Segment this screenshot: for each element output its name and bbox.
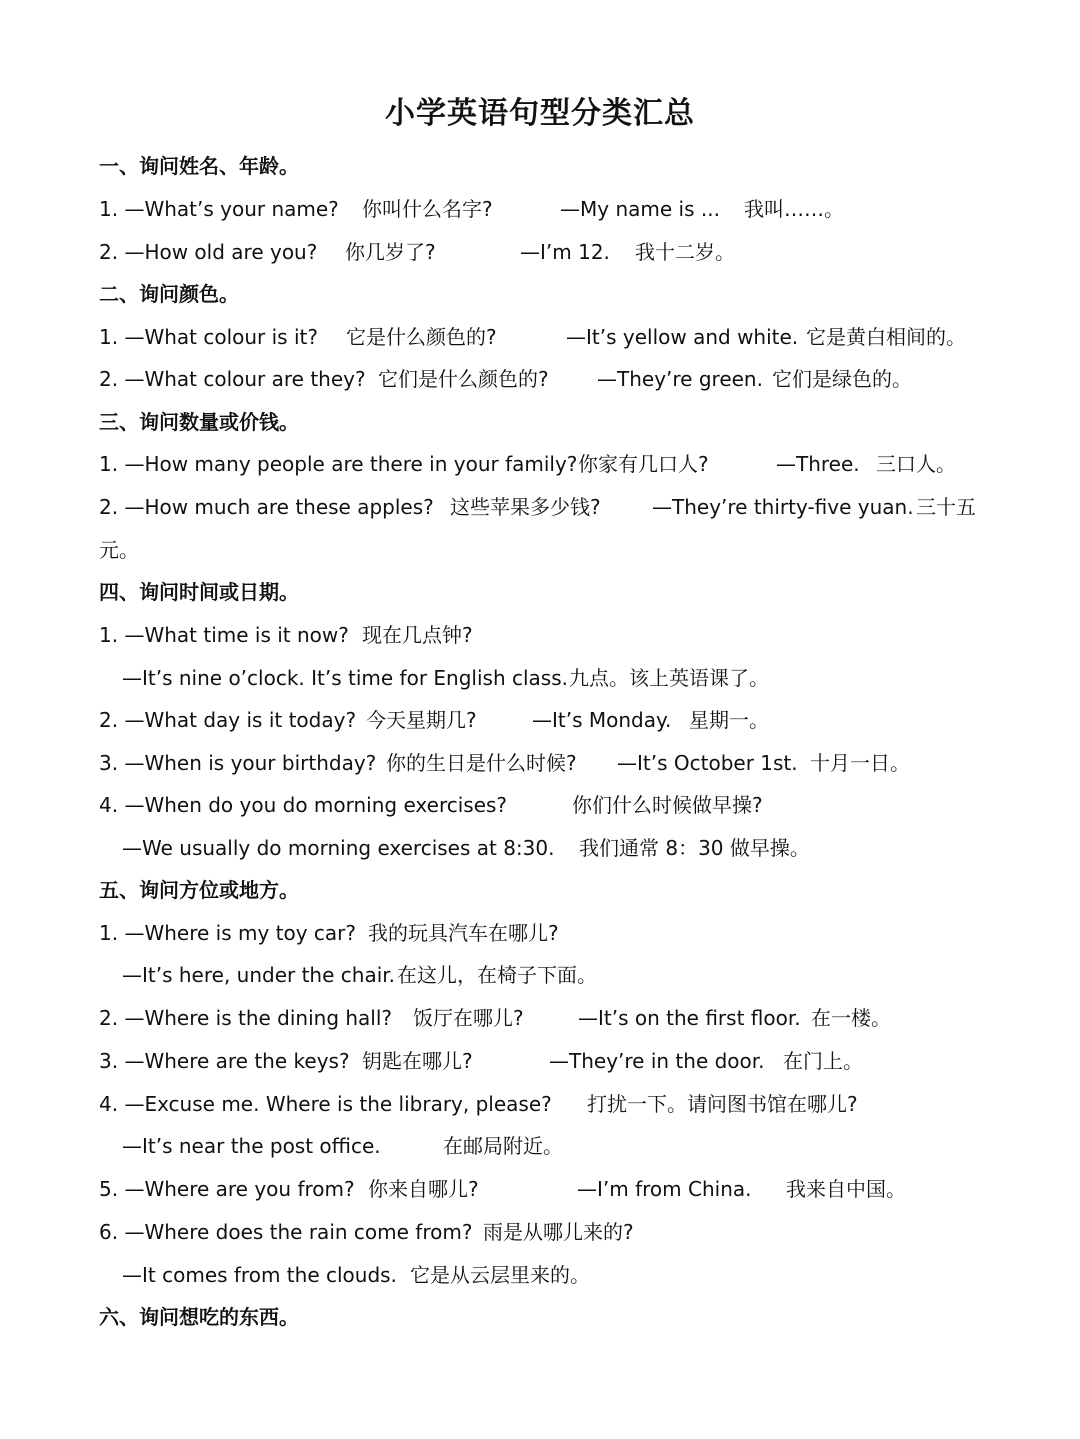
section-heading: 五、询问方位或地方。 bbox=[99, 878, 299, 902]
english-sentence: 4. —Excuse me. Where is the library, please? bbox=[99, 1092, 552, 1116]
english-sentence: —They’re in the door. bbox=[549, 1049, 765, 1073]
chinese-translation: 打扰一下。请问图书馆在哪儿? bbox=[587, 1092, 858, 1116]
english-sentence: 4. —When do you do morning exercises? bbox=[99, 793, 508, 817]
chinese-translation: 在这儿，在椅子下面。 bbox=[397, 963, 597, 987]
sentence-line bbox=[0, 749, 1080, 777]
chinese-translation: 它是从云层里来的。 bbox=[410, 1263, 590, 1287]
chinese-translation: 你家有几口人? bbox=[578, 452, 709, 476]
chinese-translation: 元。 bbox=[99, 538, 139, 562]
chinese-translation: 三十五 bbox=[916, 495, 976, 519]
english-sentence: 5. —Where are you from? bbox=[99, 1177, 355, 1201]
english-sentence: —It’s yellow and white. bbox=[566, 325, 799, 349]
english-sentence: 1. —Where is my toy car? bbox=[99, 921, 357, 945]
chinese-translation: 它是什么颜色的? bbox=[346, 325, 497, 349]
chinese-translation: 我来自中国。 bbox=[786, 1177, 906, 1201]
chinese-translation: 你几岁了? bbox=[345, 240, 436, 264]
chinese-translation: 九点。该上英语课了。 bbox=[569, 666, 769, 690]
english-sentence: —My name is ... bbox=[560, 197, 720, 221]
sentence-line bbox=[0, 1004, 1080, 1032]
chinese-translation: 它是黄白相间的。 bbox=[806, 325, 966, 349]
chinese-translation: 你的生日是什么时候? bbox=[386, 751, 577, 775]
chinese-translation: 今天星期几? bbox=[366, 708, 477, 732]
english-sentence: 1. —What colour is it? bbox=[99, 325, 318, 349]
chinese-translation: 十月一日。 bbox=[810, 751, 910, 775]
english-sentence: 2. —What colour are they? bbox=[99, 367, 366, 391]
english-sentence: 6. —Where does the rain come from? bbox=[99, 1220, 473, 1244]
chinese-translation: 我叫……。 bbox=[744, 197, 844, 221]
chinese-translation: 星期一。 bbox=[689, 708, 769, 732]
chinese-translation: 这些苹果多少钱? bbox=[450, 495, 601, 519]
page-title: 小学英语句型分类汇总 bbox=[385, 96, 695, 131]
sentence-line bbox=[0, 536, 1080, 564]
english-sentence: —It’s nine o’clock. It’s time for English class. bbox=[122, 666, 568, 690]
chinese-translation: 饭厅在哪儿? bbox=[413, 1006, 524, 1030]
section-heading: 三、询问数量或价钱。 bbox=[99, 410, 299, 434]
chinese-translation: 我的玩具汽车在哪儿? bbox=[368, 921, 559, 945]
chinese-translation: 三口人。 bbox=[876, 452, 956, 476]
english-sentence: —We usually do morning exercises at 8:30. bbox=[122, 836, 555, 860]
sentence-line bbox=[0, 791, 1080, 819]
sentence-line bbox=[0, 1047, 1080, 1075]
sentence-line bbox=[0, 238, 1080, 266]
english-sentence: —It’s here, under the chair. bbox=[122, 963, 395, 987]
chinese-translation: 我十二岁。 bbox=[635, 240, 735, 264]
chinese-translation: 它们是绿色的。 bbox=[772, 367, 912, 391]
english-sentence: —It’s near the post office. bbox=[122, 1134, 381, 1158]
english-sentence: —I’m 12. bbox=[520, 240, 610, 264]
english-sentence: 2. —Where is the dining hall? bbox=[99, 1006, 393, 1030]
chinese-translation: 你来自哪儿? bbox=[368, 1177, 479, 1201]
sentence-line bbox=[0, 961, 1080, 989]
sentence-line bbox=[0, 1218, 1080, 1246]
chinese-translation: 你们什么时候做早操? bbox=[572, 793, 763, 817]
sentence-line bbox=[0, 1261, 1080, 1289]
english-sentence: —It’s on the first floor. bbox=[578, 1006, 801, 1030]
english-sentence: 1. —What time is it now? bbox=[99, 623, 349, 647]
sentence-line bbox=[0, 195, 1080, 223]
sentence-line bbox=[0, 323, 1080, 351]
english-sentence: 2. —How much are these apples? bbox=[99, 495, 434, 519]
chinese-translation: 我们通常 8：30 做早操。 bbox=[579, 836, 810, 860]
sentence-line bbox=[0, 834, 1080, 862]
english-sentence: 1. —What’s your name? bbox=[99, 197, 339, 221]
section-heading: 六、询问想吃的东西。 bbox=[99, 1305, 299, 1329]
sentence-line bbox=[0, 1175, 1080, 1203]
sentence-line bbox=[0, 1090, 1080, 1118]
sentence-line bbox=[0, 450, 1080, 478]
sentence-line bbox=[0, 493, 1080, 521]
english-sentence: 2. —What day is it today? bbox=[99, 708, 357, 732]
section-heading: 四、询问时间或日期。 bbox=[99, 580, 299, 604]
english-sentence: 3. —Where are the keys? bbox=[99, 1049, 350, 1073]
english-sentence: —They’re green. bbox=[597, 367, 763, 391]
chinese-translation: 雨是从哪儿来的? bbox=[483, 1220, 634, 1244]
english-sentence: —I’m from China. bbox=[577, 1177, 752, 1201]
sentence-line bbox=[0, 706, 1080, 734]
english-sentence: —They’re thirty-five yuan. bbox=[652, 495, 914, 519]
chinese-translation: 现在几点钟? bbox=[362, 623, 473, 647]
english-sentence: 1. —How many people are there in your family? bbox=[99, 452, 578, 476]
sentence-line bbox=[0, 664, 1080, 692]
english-sentence: —Three. bbox=[776, 452, 860, 476]
chinese-translation: 在邮局附近。 bbox=[443, 1134, 563, 1158]
section-heading: 一、询问姓名、年龄。 bbox=[99, 154, 299, 178]
section-heading: 二、询问颜色。 bbox=[99, 282, 239, 306]
english-sentence: —It’s October 1st. bbox=[617, 751, 798, 775]
sentence-line bbox=[0, 365, 1080, 393]
chinese-translation: 在一楼。 bbox=[811, 1006, 891, 1030]
sentence-line bbox=[0, 621, 1080, 649]
sentence-line bbox=[0, 919, 1080, 947]
chinese-translation: 你叫什么名字? bbox=[362, 197, 493, 221]
english-sentence: —It comes from the clouds. bbox=[122, 1263, 397, 1287]
chinese-translation: 钥匙在哪儿? bbox=[362, 1049, 473, 1073]
chinese-translation: 在门上。 bbox=[783, 1049, 863, 1073]
sentence-line bbox=[0, 1132, 1080, 1160]
chinese-translation: 它们是什么颜色的? bbox=[378, 367, 549, 391]
english-sentence: 3. —When is your birthday? bbox=[99, 751, 377, 775]
english-sentence: —It’s Monday. bbox=[532, 708, 672, 732]
english-sentence: 2. —How old are you? bbox=[99, 240, 318, 264]
